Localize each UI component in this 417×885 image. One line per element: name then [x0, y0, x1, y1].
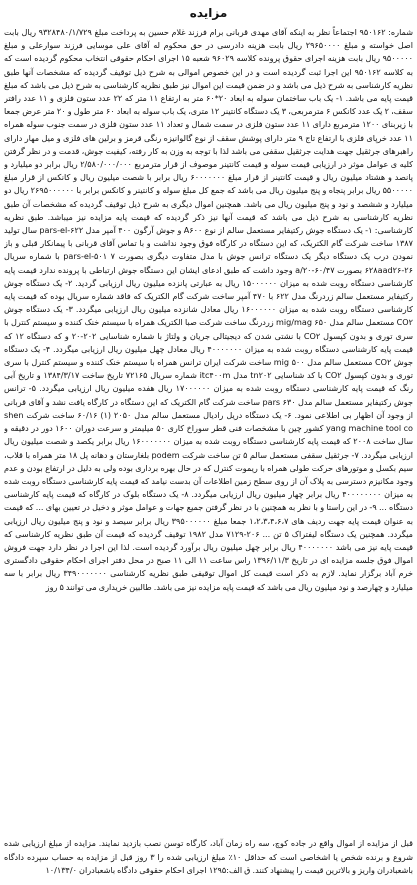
notice-title: مزایده [189, 6, 228, 20]
notice-body [4, 26, 413, 816]
notice-footer [4, 837, 413, 877]
notice-footer-text: قبل از مزایده از اموال واقع در جاده کوچ، سه راه زمان آباد، کارگاه توسن نصب بازدید نمایند. مزایده از مبلغ ارزیابی شده شروع و برنده شخص یا اشخاصی است که حداقل ۱۰٪ مبلغ ارزیابی شده را ۳ روز قبل از مزایده به حساب سپرده دادگاه باشعبادران واریز و بالاترین قیمت را پیشنهاد کنند. ق الف:۱۲۹۵ اجرای احکام حقوقی دادگاه باشعبادران ۱۰/۱۳۴/۰ [4, 838, 413, 875]
notice-body-text: شماره: ۹۵۰۱۶۲ اجتماعاً نظر به اینکه آقای مهدی قربانی برام فرزند غلام حسین به پرداخت مبلغ ۹۳۲۸۴۸۰/۱/۷۲۹ ریال بابت اصل خواسته و مبلغ ۲۹۶۵۰۰۰۰ ریال بابت هزینه دادرسی در حق محکوم له آقای علی موسایی فرزند سوارعلی و مبلغ ۹۵۰۰۰۰۰ ریال بابت هزینه اجرای حقوق پرونده کلاسه ۹۶۰۲۹ شعبه ۱۵ اجرای احکام حقوقی انتخاب محکوم گردیده است که به کلاسه ۹۵۰۱۶۲ این اجرا ثبت گردیده است و در این خصوص اموالی به شرح ذیل توقیف گردیده که مشخصات آنها طبق نظریه کارشناسی به شرح ذیل می باشد و در ضمن قیمت این اموال نیز طبق نظریه کارشناسی به شرح ذیل می باشد که مبلغ قیمت پایه می باشد. ۱- یک باب ساختمان سوله به ابعاد ۲۰*۶۰ متر به ارتفاع ۱۱ متر که ۲۲ عدد ستون فلزی و ۱۱ عدد رافتر سقف، ۲ یک عدد کانکس ۶ مترمربعی، ۳ یک دستگاه کانتینر ۱۲ متری، یک باب سوله به ابعاد ۶۰ متر طول و ۲۰ متر عرض جمعا با زیربنای ۱۲۰۰ مترمربع دارای ۱۱ عدد ستون فلزی در سمت شمال و تعداد ۱۱ عدد ستون فلزی در سمت جنوب سوله همراه ۱۱ عدد خرپای فلزی با ارتفاع تاج ۹ متر دارای پوشش سقف از نوع گالوانیزه رنگی قرمز و برلین های فلزی و میل مهار دارای راهبرهای جرثقیل جهت هدایت جرثقیل سقفی می باشد لذا با توجه به وزن به کار رفته، کیفیت جوش، قدمت و در نظر گرفتن کلیه ی عوامل موثر در ارزیابی قیمت سوله و قیمت کانتینر موصوف از قرار مترمربع ۲/۵۸۰/۰۰۰/۰۰۰ ریال برابر دو میلیارد و پانصد و هشتاد میلیون ریال و قیمت کانتینر از قرار مبلغ ۶۰۰۰۰۰۰۰ ریال برابر با شصت میلیون ریال و کانکس از قرار مبلغ ۵۵۰۰۰۰۰ ریال برابر پنجاه و پنج میلیون ریال می باشد که جمع کل مبلغ سوله و کانتینر و کانکس برابر با ۲۶۹۵۰۰۰۰۰۰ ریال دو میلیارد و ششصد و نود و پنج میلیون ریال می باشد. همچنین اموال دیگری به شرح ذیل توقیف گردیده که مشخصات آن طبق نظریه کارشناسی به شرح ذیل می باشد که قیمت آنها نیز ذکر گردیده که قیمت پایه مزایده نیز میباشد. طبق نظریه کارشناسی: ۱- یک دستگاه جوش رکتیفایر مستعمل سالم از نوع A۶۰۰ و جوش آرگون ۴۰۰ آمپر مدل pars-el-۶۲۲ سال تولید ۱۳۸۷ ساخت شرکت گام الکتریک، که این دستگاه در کارگاه فوق وجود نداشت و با تماس آقای قربانی با پیمانکار قبلی و باز نمودن درب یک دستگاه دیگر یک دستگاه ترانس جوش با مدل متفاوت دیگری بصورت pars-el-۵۰۱ ۷ با شماره سریال ۲۶-۶۲۸aad۲۶ بصورت ۶۰/۴۷-a/۲۰ وجود داشت که طبق ادعای ایشان این دستگاه جوش ارتباطی با پرونده ندارد قیمت پایه کارشناسی دستگاه روبت شده به میزان ۱۵۰۰۰۰۰۰ ریال به عبارتی پانزده میلیون ریال ارزیابی گردید. ۲- یک دستگاه جوش رکتیفایر مستعمل سالم زردرنگ مدل ۶۲۲ با ۴۷۰ آمپر ساخت شرکت گام الکتریک که فاقد شماره سریال بوده که قیمت پایه کارشناسی دستگاه روبت شده به میزان ۱۶۰۰۰۰۰۰ ریال معادل شانزده میلیون ریال ارزیابی میگردد. ۳- یک دستگاه جوش CO۲ مستعمل سالم مدل mig/mag ۶۵۰ زردرنگ ساخت شرکت صبا الکتریک همراه با سیستم خنک کننده و سیستم کنترل با سری توری و بدون کپسول CO۲ با نشتی شدن که دیجیتالی جریان و ولتاژ با شماره شناسایی ۲۰۲-۲۰ و که دستگاه ۱۲ که قیمت پایه کارشناسی دستگاه روبت شده به میزان ۴۰۰۰۰۰۰۰ ریال معادل چهل میلیون ریال ارزیابی میگردد. ۴- یک دستگاه جوش CO۲ مستعمل سالم مدل mig ۵۰۰ ساخت شرکت ایران ترانس همراه با سیستم خنک کننده و سیستم کنترل با سری توری و بدون کپسول CO۲ با کد شناسایی tn۲۰۲ مدل itc۴۰۰m شماره سریال ۷۲۱۶۵ تاریخ ساخت ۱۳۸۴/۳/۱۷ و تاریخ آبی رنگ که قیمت پایه کارشناسی دستگاه روبت شده به میزان ۱۷۰۰۰۰۰۰ ریال هفده میلیون ریال ارزیابی میگردد. ۵- ترانس جوش رکتیفایر مستعمل سالم مدل pars ۶۳۰ ساخت شرکت گام الکتریک که این دستگاه در کارگاه یافت نشد و آقای قربانی از وجود آن اظهار بی اطلاعی نمود. ۶- یک دستگاه دریل رادیال مستعمل سالم مدل ۲۰۵۰ (۱) ۶۰/۱۶ ساخت شرکت shen yang machine tool co کشور چین با مشخصات فنی قطر سوراخ کاری ۵۰ میلیمتر و سرعت دوران ۱۶۰۰ دور در دقیقه و سال ساخت ۲۰۰۸ که قیمت پایه کارشناسی دستگاه روبت شده به میزان ۱۶۰۰۰۰۰۰۰ ریال برابر یکصد و شصت میلیون ریال ارزیابی میگردد. ۷- جرثقیل سقفی مستعمل سالم ۵ تن ساخت شرکت podem بلغارستان و دهانه پل ۱۸ متر همراه با قلاب، سیم بکسل و موتورهای حرکت طولی همراه با ریموت کنترل که در حال بهره برداری بوده ولی به دلیل در ارتفاع بودن و عدم وجود مکانیزم دسترسی به پلاک آن از روی سطح زمین اطلاعات آن بدست نیامد که قیمت پایه کارشناسی دستگاه روبت شده به میزان ۴۰۰۰۰۰۰۰۰ ریال برابر چهار میلیون ریال ارزیابی میگردد. ۸- یک دستگاه بلوک در کارگاه که قیمت پایه کارشناسی دستگاه ... ۹- در این راستا و با نظر به همچنین با در نظر گرفتن جمیع جهات و عوامل موثر و دخیل در تعیین بهای ... که قیمت به عنوان قیمت پایه جهت ردیف های ۱،۲،۳،۴،۶،۷ جمعا مبلغ ۳۹۵۰۰۰۰۰۰ ریال برابر سیصد و نود و پنج میلیون ریال ارزیابی میگردد. همچنین یک دستگاه لیفتراک ۵ تن ... ۲۰۶-۷۱۲۹ مدل ۱۹۸۲ توقیف گردیده که قیمت آن طبق نظریه کارشناسی که قیمت پایه نیز می باشد ۴۰۰۰۰۰۰۰ ریال برابر چهل میلیون ریال برآورد گردیده است. لذا این اجرا در نظر دارد جهت فروش اموال فوق جلسه مزایده ای در تاریخ ۱۳۹۶/۱۱/۳ راس ساعت ۱۱ الی ۱۱ صبح در محل دفتر اجرای احکام حقوقی دادگستری خرم آباد برگزار نماید. لازم به ذکر است قیمت کل اموال توقیفی طبق نظریه کارشناسی ۳۴۹۰۰۰۰۰۰۰ ریال برابر با سه میلیارد و چهارصد و نود میلیون ریال می باشد که قیمت پایه مزایده نیز می باشد. طالبین خریداری می توانند ۵ روز [4, 27, 413, 592]
